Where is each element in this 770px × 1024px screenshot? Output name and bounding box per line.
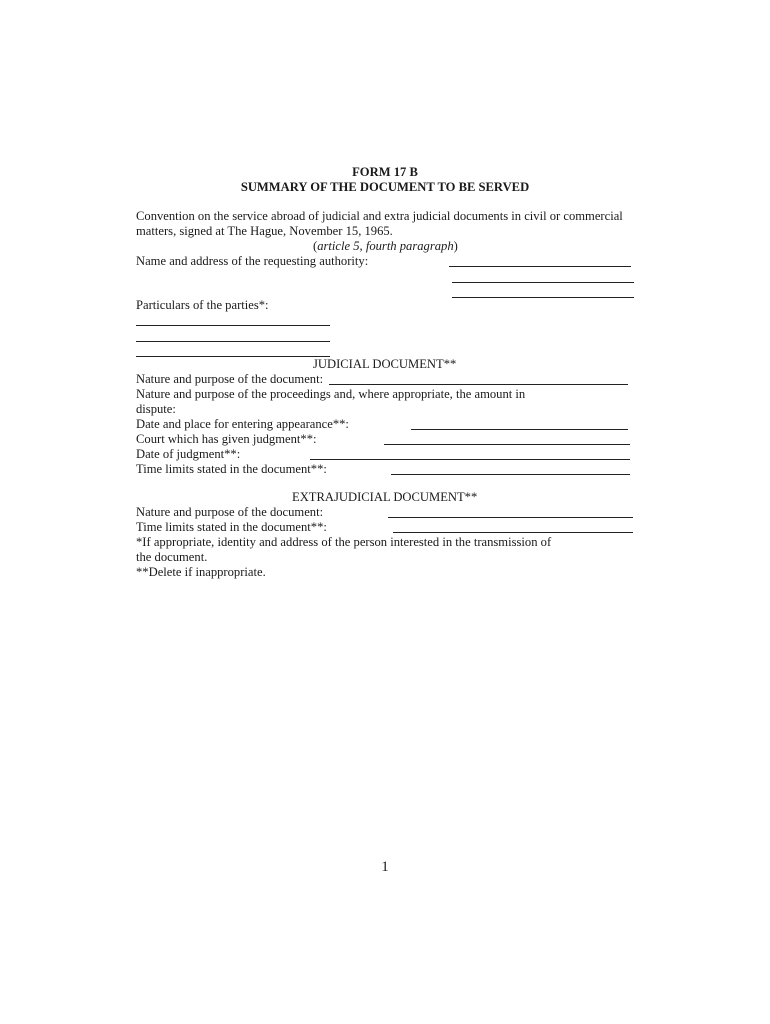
form-subtitle: SUMMARY OF THE DOCUMENT TO BE SERVED xyxy=(240,180,530,194)
parties-line-3[interactable] xyxy=(136,356,330,357)
judgment-date-label: Date of judgment**: xyxy=(136,447,241,461)
convention-line-2: matters, signed at The Hague, November 15, 1965. xyxy=(136,224,393,238)
convention-line-1: Convention on the service abroad of judicial and extra judicial documents in civil or commercial xyxy=(136,209,623,223)
extrajudicial-nature-line[interactable] xyxy=(388,517,633,518)
article-reference-text: article 5, fourth paragraph xyxy=(317,239,454,253)
court-label: Court which has given judgment**: xyxy=(136,432,317,446)
footnote-2: **Delete if inappropriate. xyxy=(136,565,266,579)
court-line[interactable] xyxy=(384,444,630,445)
appearance-line[interactable] xyxy=(411,429,628,430)
parties-line-2[interactable] xyxy=(136,341,330,342)
extrajudicial-heading: EXTRAJUDICIAL DOCUMENT** xyxy=(292,490,478,504)
judicial-nature-line[interactable] xyxy=(329,384,628,385)
judgment-date-line[interactable] xyxy=(310,459,630,460)
page-number: 1 xyxy=(381,859,389,875)
footnote-1-line-2: the document. xyxy=(136,550,208,564)
judicial-nature-label: Nature and purpose of the document: xyxy=(136,372,324,386)
proceedings-line-2: dispute: xyxy=(136,402,176,416)
judicial-heading: JUDICIAL DOCUMENT** xyxy=(313,357,457,371)
footnote-1-line-1: *If appropriate, identity and address of the person interested in the transmission of xyxy=(136,535,552,549)
requesting-authority-label: Name and address of the requesting authority: xyxy=(136,254,369,268)
article-reference: (article 5, fourth paragraph) xyxy=(313,239,458,253)
extrajudicial-time-limits-label: Time limits stated in the document**: xyxy=(136,520,327,534)
proceedings-line-1: Nature and purpose of the proceedings and, where appropriate, the amount in xyxy=(136,387,526,401)
judicial-time-limits-line[interactable] xyxy=(391,474,630,475)
requesting-authority-line-3[interactable] xyxy=(452,297,634,298)
parties-label: Particulars of the parties*: xyxy=(136,298,269,312)
judicial-time-limits-label: Time limits stated in the document**: xyxy=(136,462,327,476)
parties-line-1[interactable] xyxy=(136,325,330,326)
appearance-label: Date and place for entering appearance**: xyxy=(136,417,349,431)
requesting-authority-line-1[interactable] xyxy=(449,266,631,267)
requesting-authority-line-2[interactable] xyxy=(452,282,634,283)
extrajudicial-time-limits-line[interactable] xyxy=(393,532,633,533)
extrajudicial-nature-label: Nature and purpose of the document: xyxy=(136,505,324,519)
form-title: FORM 17 B xyxy=(352,165,418,179)
